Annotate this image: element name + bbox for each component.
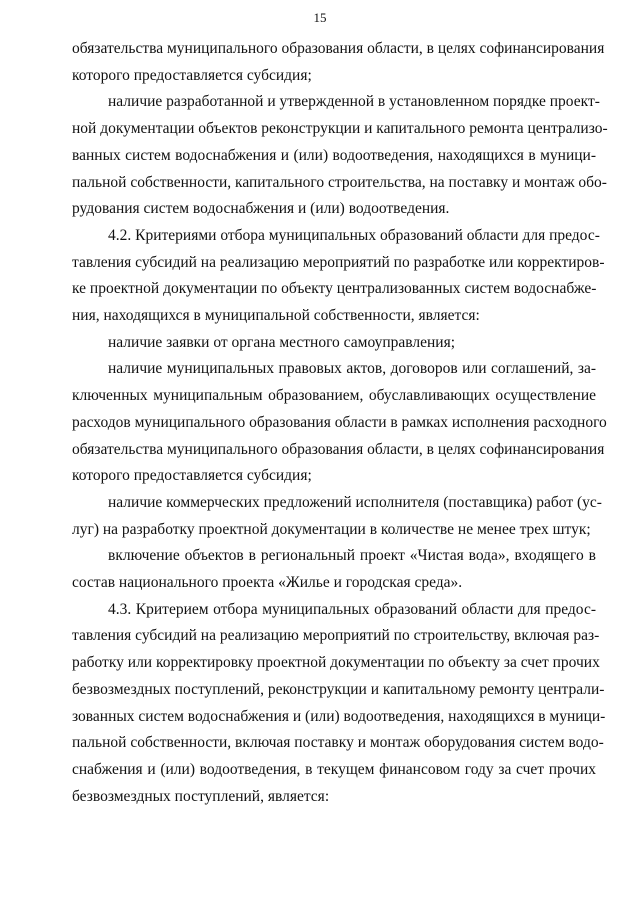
text-line: которого предоставляется субсидия; <box>72 467 312 485</box>
paragraph <box>72 543 596 596</box>
text-line: которого предоставляется субсидия; <box>72 66 312 84</box>
paragraph <box>72 356 607 490</box>
text-line: ке проектной документации по объекту централизованных систем водоснабже- <box>72 280 597 298</box>
paragraph <box>72 490 602 543</box>
text-line: состав национального проекта «Жилье и городская среда». <box>72 574 463 592</box>
text-line: ния, находящихся в муниципальной собственности, является: <box>72 307 480 325</box>
text-line: наличие заявки от органа местного самоуправления; <box>108 333 456 351</box>
document-body <box>72 36 608 810</box>
text-line: включение объектов в региональный проект «Чистая вода», входящего в <box>108 547 596 565</box>
text-line: тавления субсидий на реализацию мероприятий по разработке или корректиров- <box>72 253 605 271</box>
paragraph <box>72 36 605 89</box>
text-line: безвозмездных поступлений, реконструкции и капитальному ремонту централи- <box>72 680 605 698</box>
text-line: снабжения и (или) водоотведения, в текущем финансовом году за счет прочих <box>72 760 596 778</box>
text-line: работку или корректировку проектной документации по объекту за счет прочих <box>72 654 600 672</box>
text-line: 4.2. Критериями отбора муниципальных образований области для предос- <box>108 226 600 244</box>
text-line: зованных систем водоснабжения и (или) водоотведения, находящихся в муници- <box>72 707 606 725</box>
text-line: рудования систем водоснабжения и (или) водоотведения. <box>72 200 450 218</box>
text-line: расходов муниципального образования области в рамках исполнения расходного <box>72 413 607 431</box>
text-line: наличие разработанной и утвержденной в установленном порядке проект- <box>108 93 600 111</box>
text-line: ключенных муниципальным образованием, обуславливающих осуществление <box>72 387 596 405</box>
text-line: обязательства муниципального образования области, в целях софинансирования <box>72 40 605 57</box>
text-line: 4.3. Критерием отбора муниципальных образований области для предос- <box>108 600 596 618</box>
text-line: луг) на разработку проектной документации в количестве не менее трех штук; <box>72 520 591 538</box>
paragraph <box>72 330 596 357</box>
text-line: ной документации объектов реконструкции и капитального ремонта централизо- <box>72 120 608 138</box>
page-number: 15 <box>313 10 327 25</box>
text-line: обязательства муниципального образования области, в целях софинансирования <box>72 440 605 458</box>
paragraph <box>72 223 605 330</box>
text-line: пальной собственности, включая поставку и монтаж оборудования систем водо- <box>72 734 604 752</box>
text-line: наличие коммерческих предложений исполнителя (поставщика) работ (ус- <box>108 493 602 511</box>
text-line: пальной собственности, капитального строительства, на поставку и монтаж обо- <box>72 173 607 191</box>
text-line: ванных систем водоснабжения и (или) водоотведения, находящихся в муници- <box>72 146 596 164</box>
text-line: безвозмездных поступлений, является: <box>72 787 330 805</box>
text-line: наличие муниципальных правовых актов, договоров или соглашений, за- <box>108 360 596 378</box>
text-line: тавления субсидий на реализацию мероприятий по строительству, включая раз- <box>72 627 600 645</box>
paragraph <box>72 597 606 811</box>
paragraph <box>72 89 608 223</box>
